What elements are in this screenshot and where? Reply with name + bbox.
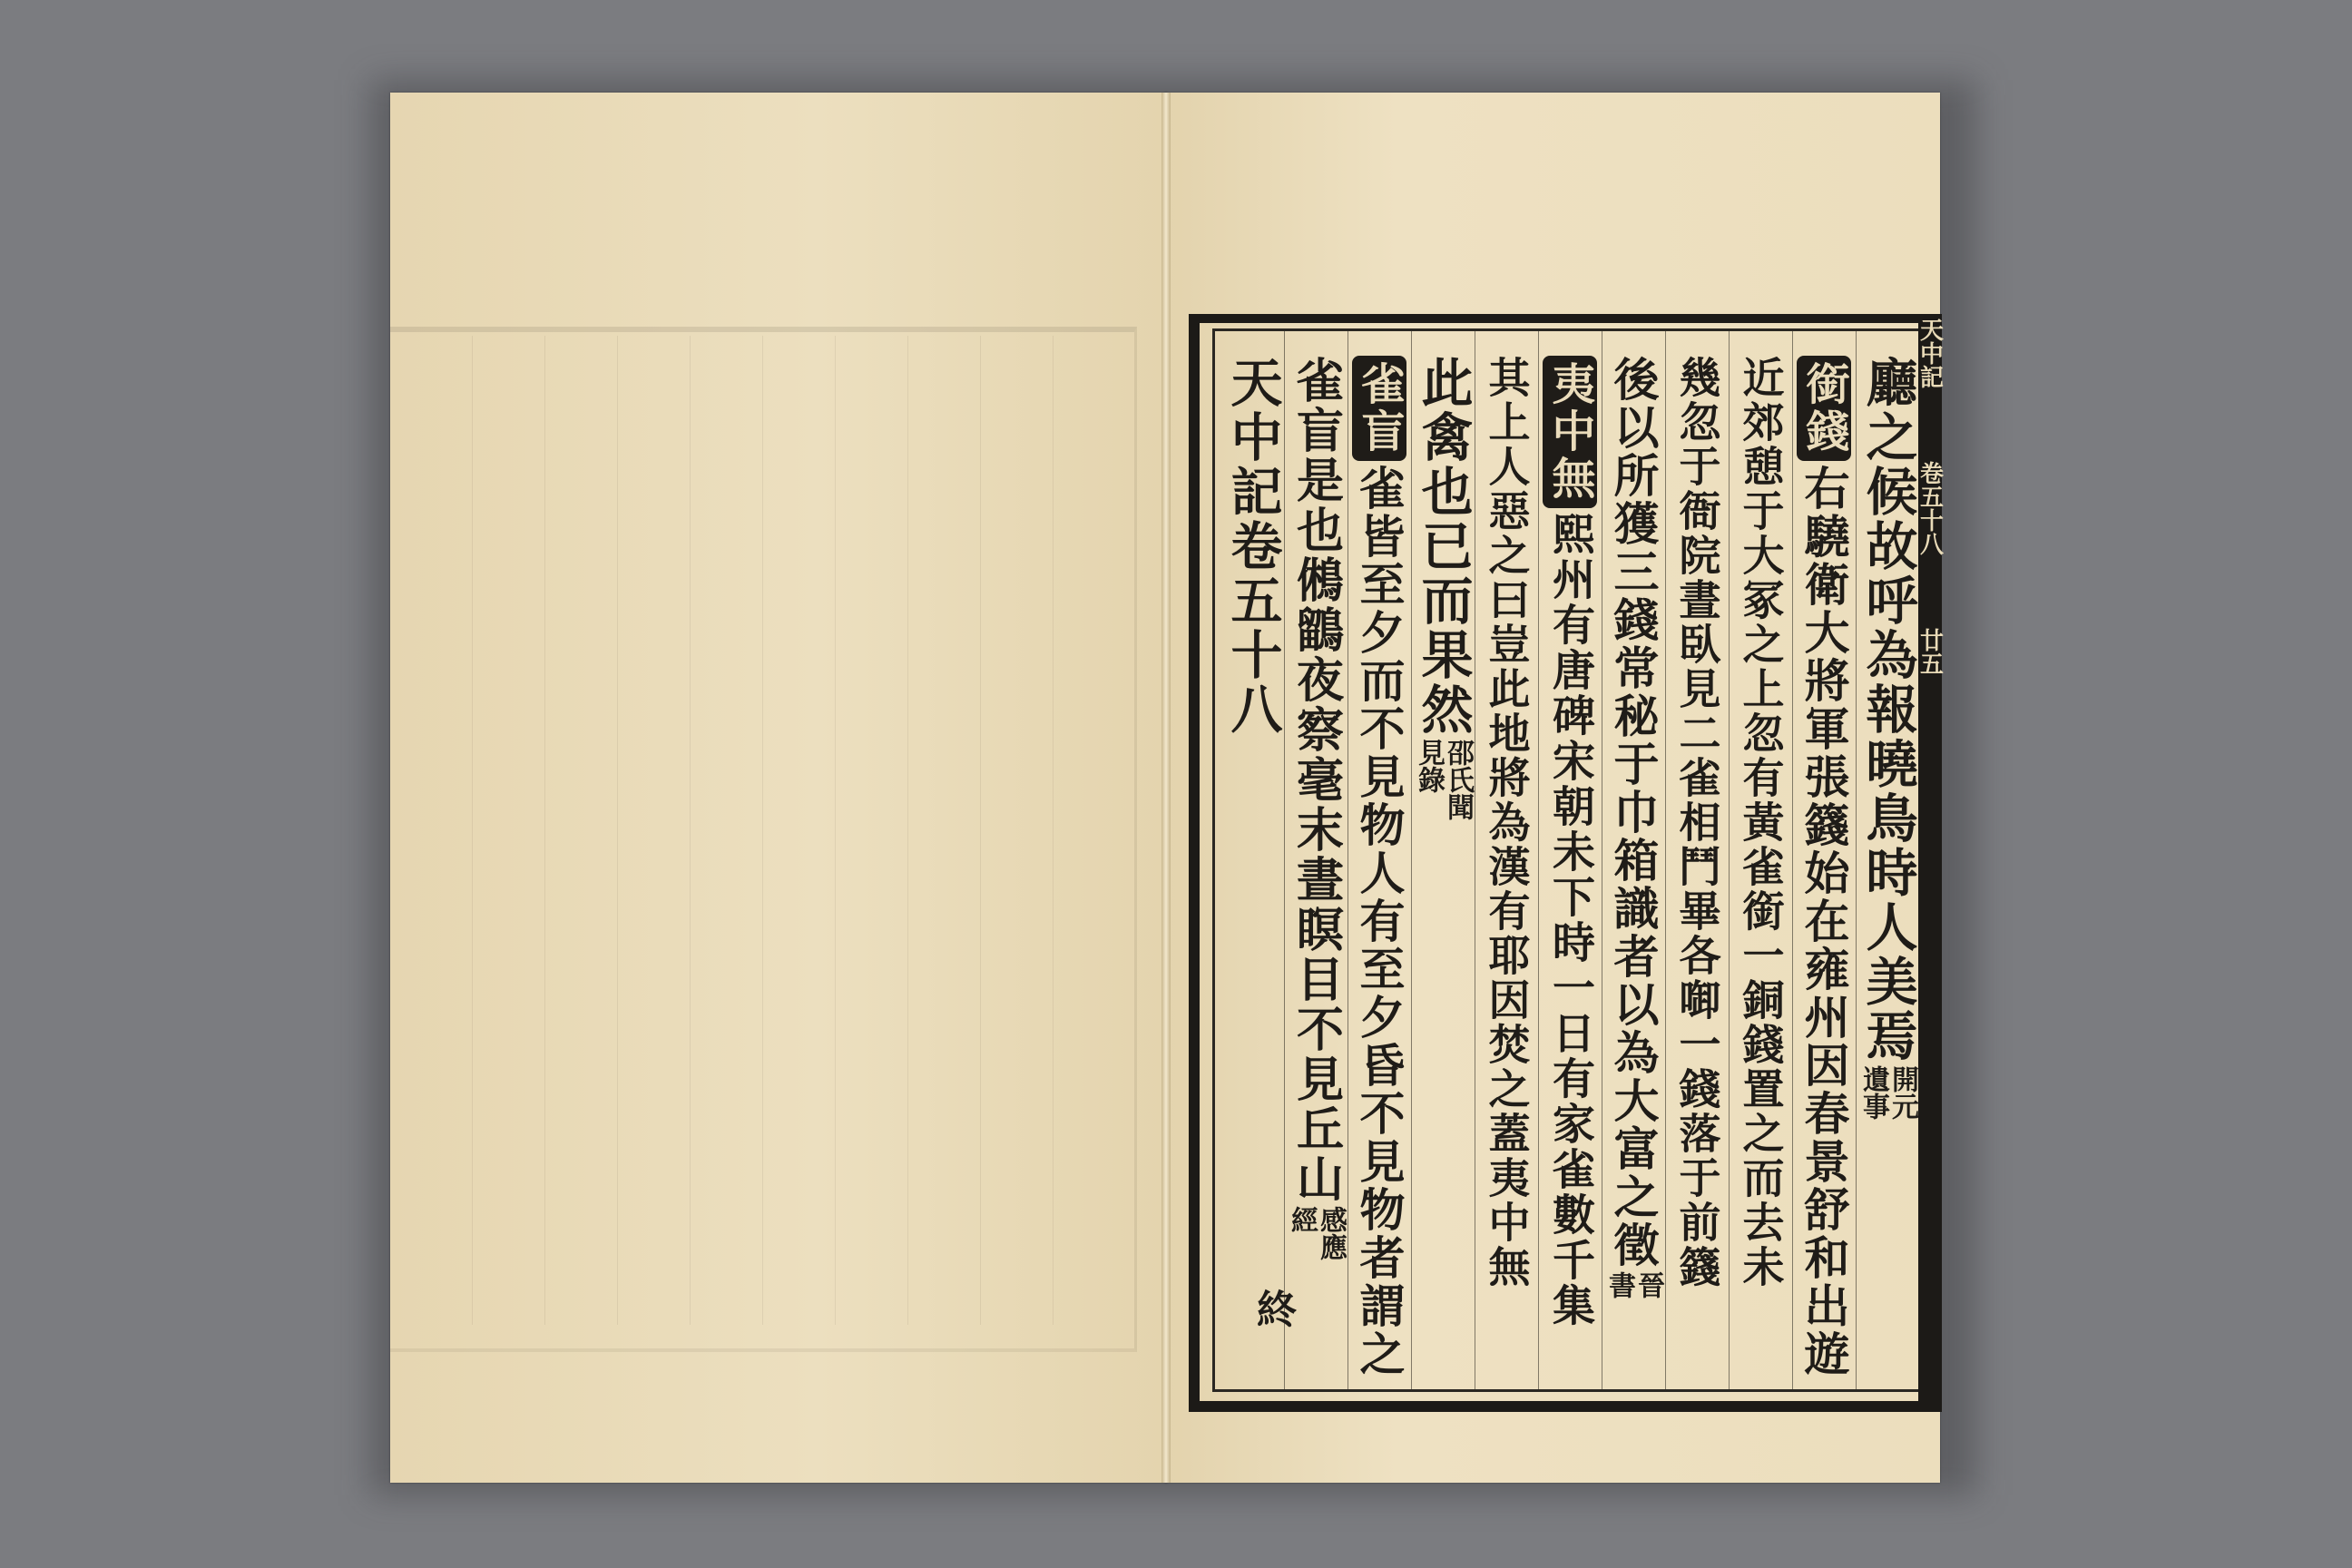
block-heart-text <box>1916 318 1944 675</box>
column-divider <box>1856 331 1857 1389</box>
column-text: 幾忽于衙院晝臥見二雀相鬥畢各啣一錢落于前籛 <box>1672 356 1722 1289</box>
volume-end-title: 天中記卷五十八 <box>1222 356 1283 737</box>
column-text: 後以所獲三錢常秘于巾箱識者以為大富之徵 <box>1606 356 1661 1269</box>
annotation-line: 感應 <box>1315 1206 1347 1260</box>
annotation-line: 遺事 <box>1857 1065 1889 1120</box>
annotation <box>1859 1065 1916 1120</box>
margin-title: 天中記 <box>1916 318 1944 388</box>
text-column <box>1543 356 1597 1328</box>
column-text: 此禽也已而果然 <box>1413 356 1474 737</box>
bleed-through-column <box>617 336 654 1325</box>
margin-volume: 卷五十八 <box>1916 461 1944 555</box>
bleed-through-column <box>690 336 727 1325</box>
text-column <box>1797 356 1851 1378</box>
column-divider <box>1665 331 1666 1389</box>
bleed-through-column <box>835 336 872 1325</box>
column-divider <box>1729 331 1730 1389</box>
entry-heading-tag: 銜錢 <box>1797 356 1851 461</box>
bleed-through-column <box>762 336 799 1325</box>
annotation-line: 晉 <box>1632 1271 1664 1298</box>
text-column <box>1222 356 1283 737</box>
bleed-through-column <box>907 336 945 1325</box>
annotation-line: 見錄 <box>1413 739 1445 793</box>
margin-page-number: 廿五 <box>1916 628 1944 675</box>
bleed-through-column <box>980 336 1017 1325</box>
text-column <box>1479 356 1534 1289</box>
annotation-line: 經 <box>1286 1206 1318 1233</box>
text-column <box>1733 356 1788 1289</box>
text-column <box>1286 356 1347 1260</box>
column-text: 近郊憩于大冢之上忽有黃雀銜一銅錢置之而去未 <box>1736 356 1786 1289</box>
column-divider <box>1538 331 1539 1389</box>
column-text: 熙州有唐碑宋朝未下時一日有家雀數千集 <box>1545 512 1595 1328</box>
text-column <box>1670 356 1724 1289</box>
end-mark: 終 <box>1250 1289 1296 1328</box>
column-text: 雀盲是也鵂鶹夜察毫末晝瞑目不見丘山 <box>1288 356 1344 1204</box>
annotation <box>1286 1206 1347 1260</box>
bleed-through-column <box>472 336 509 1325</box>
annotation-line: 開元 <box>1886 1065 1918 1120</box>
bleed-through-column <box>1053 336 1090 1325</box>
text-column <box>1857 356 1918 1120</box>
column-text: 右驍衛大將軍張籛始在雍州因春景舒和出遊 <box>1797 465 1851 1378</box>
column-text: 廳之候故呼為報曉鳥時人美焉 <box>1857 356 1918 1063</box>
column-divider <box>1792 331 1793 1389</box>
annotation <box>1603 1271 1664 1298</box>
column-divider <box>1284 331 1285 1389</box>
book-spine <box>1161 93 1171 1483</box>
entry-heading-tag: 夷中無 <box>1543 356 1597 508</box>
text-column <box>1413 356 1474 820</box>
entry-heading-tag: 雀盲 <box>1352 356 1406 461</box>
annotation <box>1413 739 1474 820</box>
column-text: 其上人惡之曰豈此地將為漢有耶因焚之蓋夷中無 <box>1482 356 1532 1289</box>
text-column <box>1352 356 1406 1378</box>
bleed-through-column <box>544 336 582 1325</box>
annotation-line: 書 <box>1603 1271 1635 1298</box>
annotation-line: 邵氏聞 <box>1442 739 1474 820</box>
column-divider <box>1411 331 1412 1389</box>
text-column <box>1603 356 1664 1298</box>
column-text: 雀皆至夕而不見物人有至夕昏不見物者謂之 <box>1352 465 1406 1378</box>
